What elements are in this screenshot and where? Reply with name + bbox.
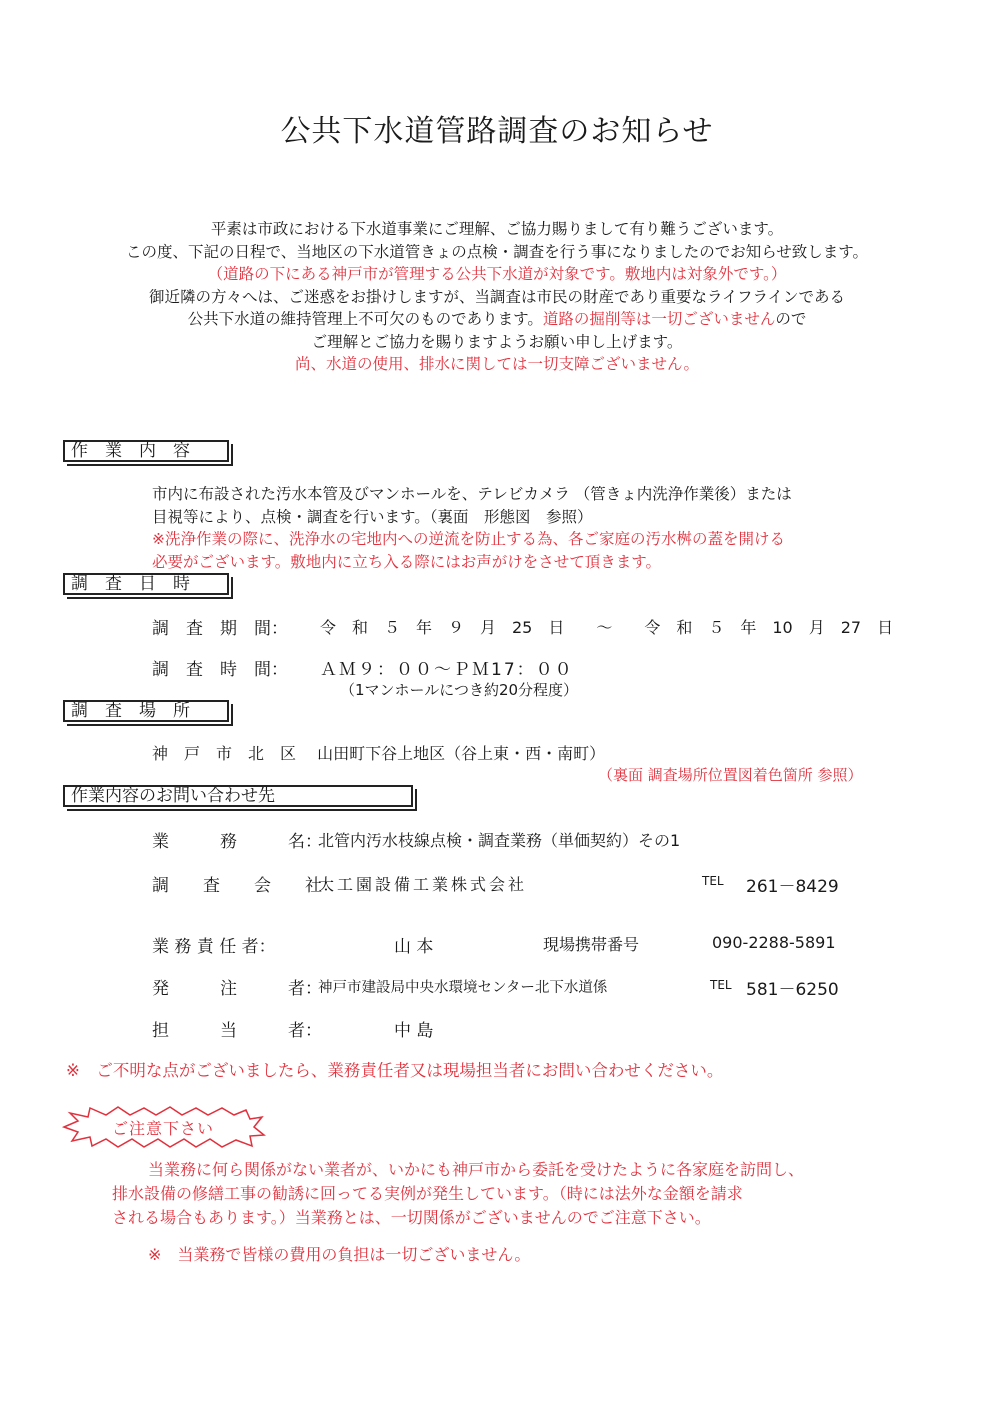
intro-line: 御近隣の方々へは、ご迷惑をお掛けしますが、当調査は市民の財産であり重要なライフラインである bbox=[148, 287, 846, 306]
section-heading-contact: 作業内容のお問い合わせ先 bbox=[63, 785, 413, 807]
inquiry-note: ※ ご不明な点がございましたら、業務責任者又は現場担当者にお問い合わせください。 bbox=[66, 1061, 724, 1080]
company-label: 調 査 会 社： bbox=[152, 876, 339, 896]
period-value: 令 和 ５ 年 ９ 月 25 日 ～ 令 和 ５ 年 10 月 27 日 bbox=[320, 618, 894, 637]
orderer-tel: 581－6250 bbox=[746, 980, 839, 1000]
caution-badge bbox=[60, 1105, 266, 1149]
page-title: 公共下水道管路調査のお知らせ bbox=[280, 114, 714, 149]
mobile-value: 090-2288-5891 bbox=[712, 933, 836, 952]
intro-text: 公共下水道の維持管理上不可欠のものであります。 bbox=[187, 310, 543, 328]
company-tel-label: TEL bbox=[702, 874, 724, 888]
work-line: 市内に布設された汚水本管及びマンホールを、テレビカメラ （管きょ内洗浄作業後）または bbox=[152, 485, 792, 503]
intro-text: ので bbox=[775, 310, 807, 328]
caution-line: 当業務に何ら関係がない業者が、いかにも神戸市から委託を受けたように各家庭を訪問し、 bbox=[148, 1160, 805, 1179]
orderer-label: 発 注 者： bbox=[152, 979, 322, 999]
orderer-value: 神戸市建設局中央水環境センター北下水道係 bbox=[318, 980, 608, 996]
job-value: 北管内汚水枝線点検・調査業務（単価契約）その1 bbox=[318, 831, 681, 850]
cost-note: ※ 当業務で皆様の費用の負担は一切ございません。 bbox=[148, 1245, 531, 1264]
intro-line-highlight: 尚、水道の使用、排水に関しては一切支障ございません。 bbox=[295, 355, 699, 373]
manager-label: 業 務 責 任 者： bbox=[152, 937, 276, 957]
intro-line: 平素は市政における下水道事業にご理解、ご協力賜りまして有り難うございます。 bbox=[210, 220, 784, 238]
company-tel: 261－8429 bbox=[746, 877, 839, 897]
location-note: （裏面 調査場所位置図着色箇所 参照） bbox=[598, 766, 863, 784]
intro-highlight: 道路の掘削等は一切ございません bbox=[542, 310, 776, 328]
location-value: 神 戸 市 北 区 山田町下谷上地区（谷上東・西・南町） bbox=[152, 744, 606, 763]
orderer-tel-label: TEL bbox=[710, 978, 732, 992]
section-heading-location: 調 査 場 所 bbox=[63, 700, 229, 722]
work-line: 目視等により、点検・調査を行います。（裏面 形態図 参照） bbox=[152, 507, 593, 526]
caution-line: 排水設備の修繕工事の勧誘に回ってる実例が発生しています。（時には法外な金額を請求 bbox=[112, 1184, 743, 1203]
intro-line-highlight: （道路の下にある神戸市が管理する公共下水道が対象です。敷地内は対象外です。） bbox=[207, 265, 787, 283]
staff-label: 担 当 者： bbox=[152, 1021, 322, 1041]
work-line-highlight: 必要がございます。敷地内に立ち入る際にはお声がけをさせて頂きます。 bbox=[152, 552, 662, 571]
intro-line: ご理解とご協力を賜りますようお願い申し上げます。 bbox=[311, 332, 683, 351]
mobile-label: 現場携帯番号 bbox=[543, 935, 640, 954]
staff-value: 中 島 bbox=[394, 1021, 434, 1041]
work-paragraph bbox=[152, 483, 932, 573]
job-label: 業 務 名： bbox=[152, 832, 322, 852]
time-label: 調 査 時 間： bbox=[152, 660, 288, 680]
manager-value: 山 本 bbox=[394, 937, 434, 957]
company-value: 大工園設備工業株式会社 bbox=[318, 875, 528, 894]
time-value: ＡＭ９：００～ＰＭ17：００ bbox=[320, 660, 574, 680]
intro-line bbox=[60, 308, 934, 331]
work-line-highlight: ※洗浄作業の際に、洗浄水の宅地内への逆流を防止する為、各ご家庭の汚水桝の蓋を開ける bbox=[152, 530, 785, 548]
caution-line: される場合もあります。）当業務とは、一切関係がございませんのでご注意下さい。 bbox=[112, 1208, 711, 1227]
intro-paragraph bbox=[60, 218, 934, 376]
caution-badge-label: ご注意下さい bbox=[111, 1119, 214, 1138]
section-heading-work: 作 業 内 容 bbox=[63, 440, 229, 462]
time-note: （1マンホールにつき約20分程度） bbox=[340, 681, 579, 699]
intro-line: この度、下記の日程で、当地区の下水道管きょの点検・調査を行う事になりましたのでお知らせ致します。 bbox=[126, 242, 868, 261]
section-heading-schedule: 調 査 日 時 bbox=[63, 573, 229, 595]
period-label: 調 査 期 間： bbox=[152, 619, 288, 639]
caution-paragraph bbox=[112, 1158, 892, 1230]
